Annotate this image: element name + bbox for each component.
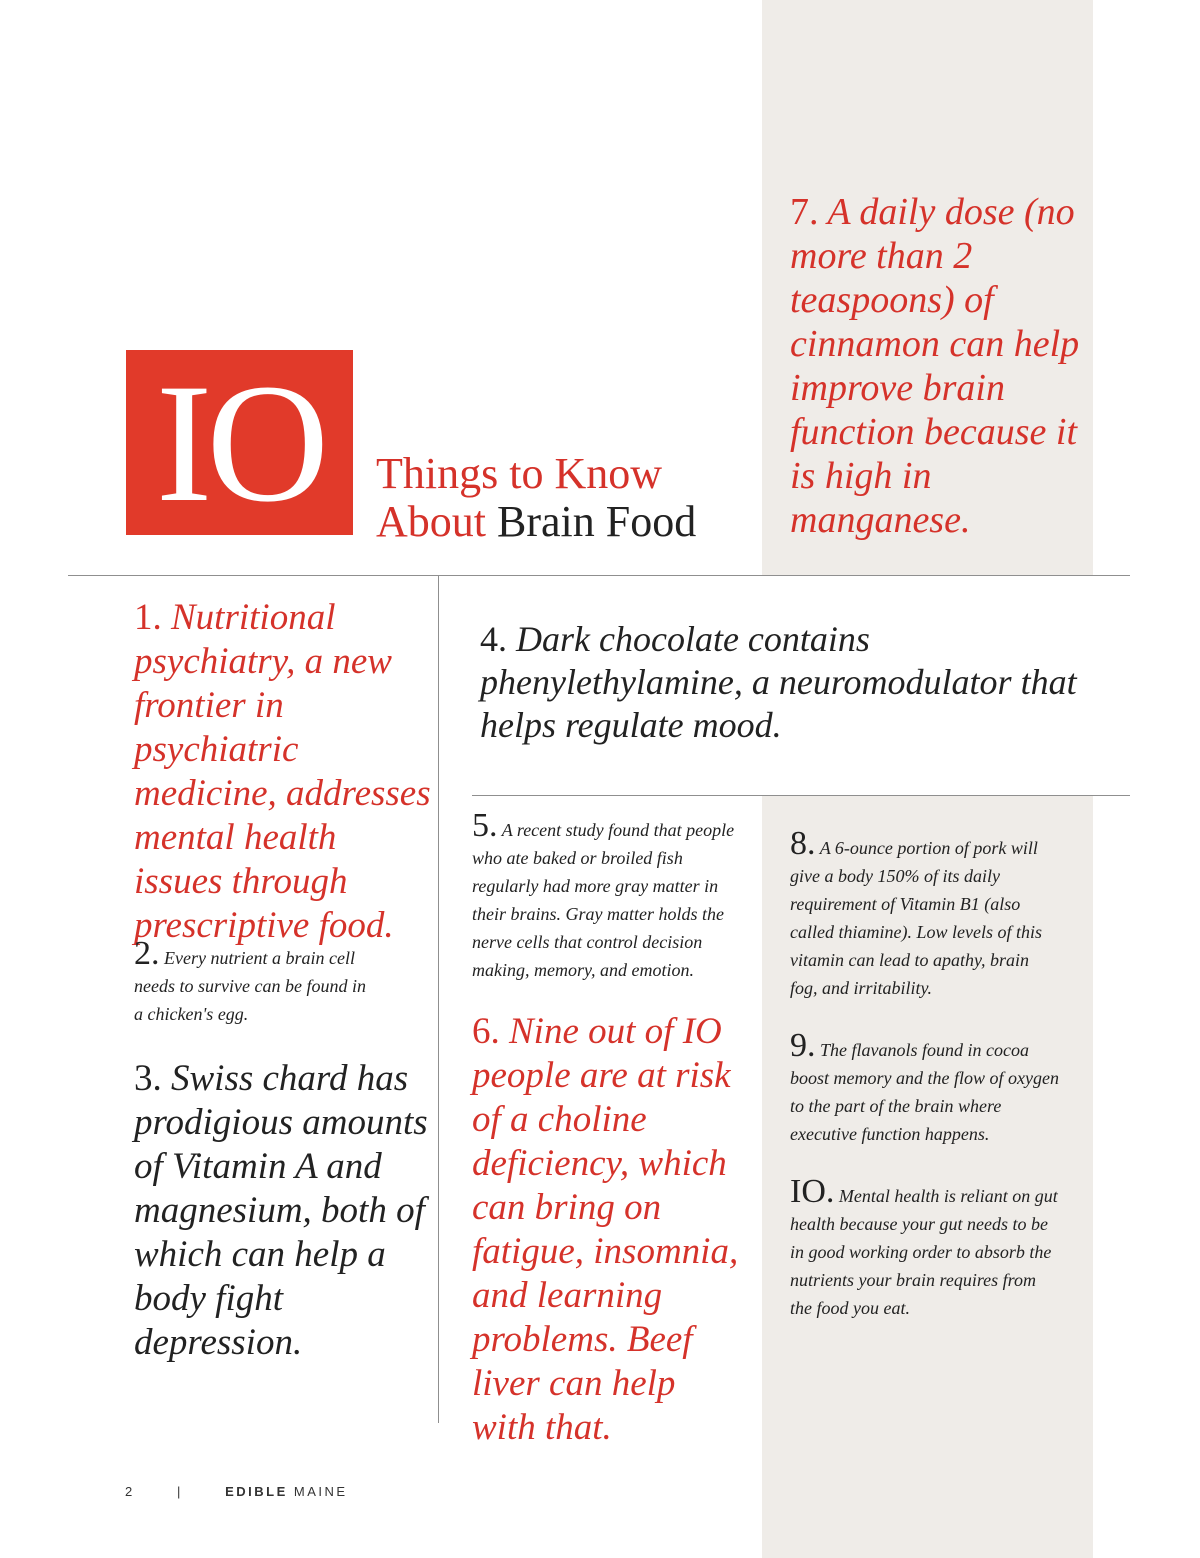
page-number: 2 — [125, 1484, 135, 1499]
divider-vertical — [438, 575, 439, 1423]
fact-2: 2. Every nutrient a brain cell needs to survive can be found in a chicken's egg. — [134, 935, 366, 1024]
footer-separator: | — [176, 1484, 183, 1499]
divider-horizontal-secondary — [472, 795, 1130, 796]
divider-horizontal-main — [68, 575, 1130, 576]
title-line-1: Things to Know — [376, 449, 662, 498]
fact-6: 6. Nine out of IO people are at risk of a choline deficiency, which can bring on fatigue, insomnia, and learning problems. Beef liver can help with that. — [472, 1011, 739, 1448]
fact-9: 9. The flavanols found in cocoa boost memory and the flow of oxygen to the part of the brain where executive function happens. — [790, 1027, 1059, 1144]
fact-10: IO. Mental health is reliant on gut health because your gut needs to be in good working order to absorb the nutrients your brain requires from the food you eat. — [790, 1173, 1058, 1318]
fact-3: 3. Swiss chard has prodigious amounts of Vitamin A and magnesium, both of which can help a body fight depression. — [134, 1058, 428, 1363]
title-line-2: About Brain Food — [376, 497, 697, 546]
page-title — [376, 450, 696, 546]
fact-5: 5. A recent study found that people who ate baked or broiled fish regularly had more gray matter in their brains. Gray matter holds the nerve cells that control decision making, memory, and emotion. — [472, 807, 735, 980]
footer-brand: EDIBLE MAINE — [225, 1484, 348, 1499]
fact-1: 1. Nutritional psychiatry, a new frontier in psychiatric medicine, addresses mental health issues through prescriptive food. — [134, 597, 431, 946]
fact-7: 7. A daily dose (no more than 2 teaspoons) of cinnamon can help improve brain function because it is high in manganese. — [790, 191, 1080, 541]
fact-4: 4. Dark chocolate contains phenylethylamine, a neuromodulator that helps regulate mood. — [480, 619, 1077, 745]
page-footer — [125, 1484, 348, 1499]
fact-8: 8. A 6-ounce portion of pork will give a body 150% of its daily requirement of Vitamin B1 (also called thiamine). Low levels of this vitamin can lead to apathy, brain fog, and irritability. — [790, 825, 1042, 998]
title-number-badge: IO — [126, 350, 353, 535]
